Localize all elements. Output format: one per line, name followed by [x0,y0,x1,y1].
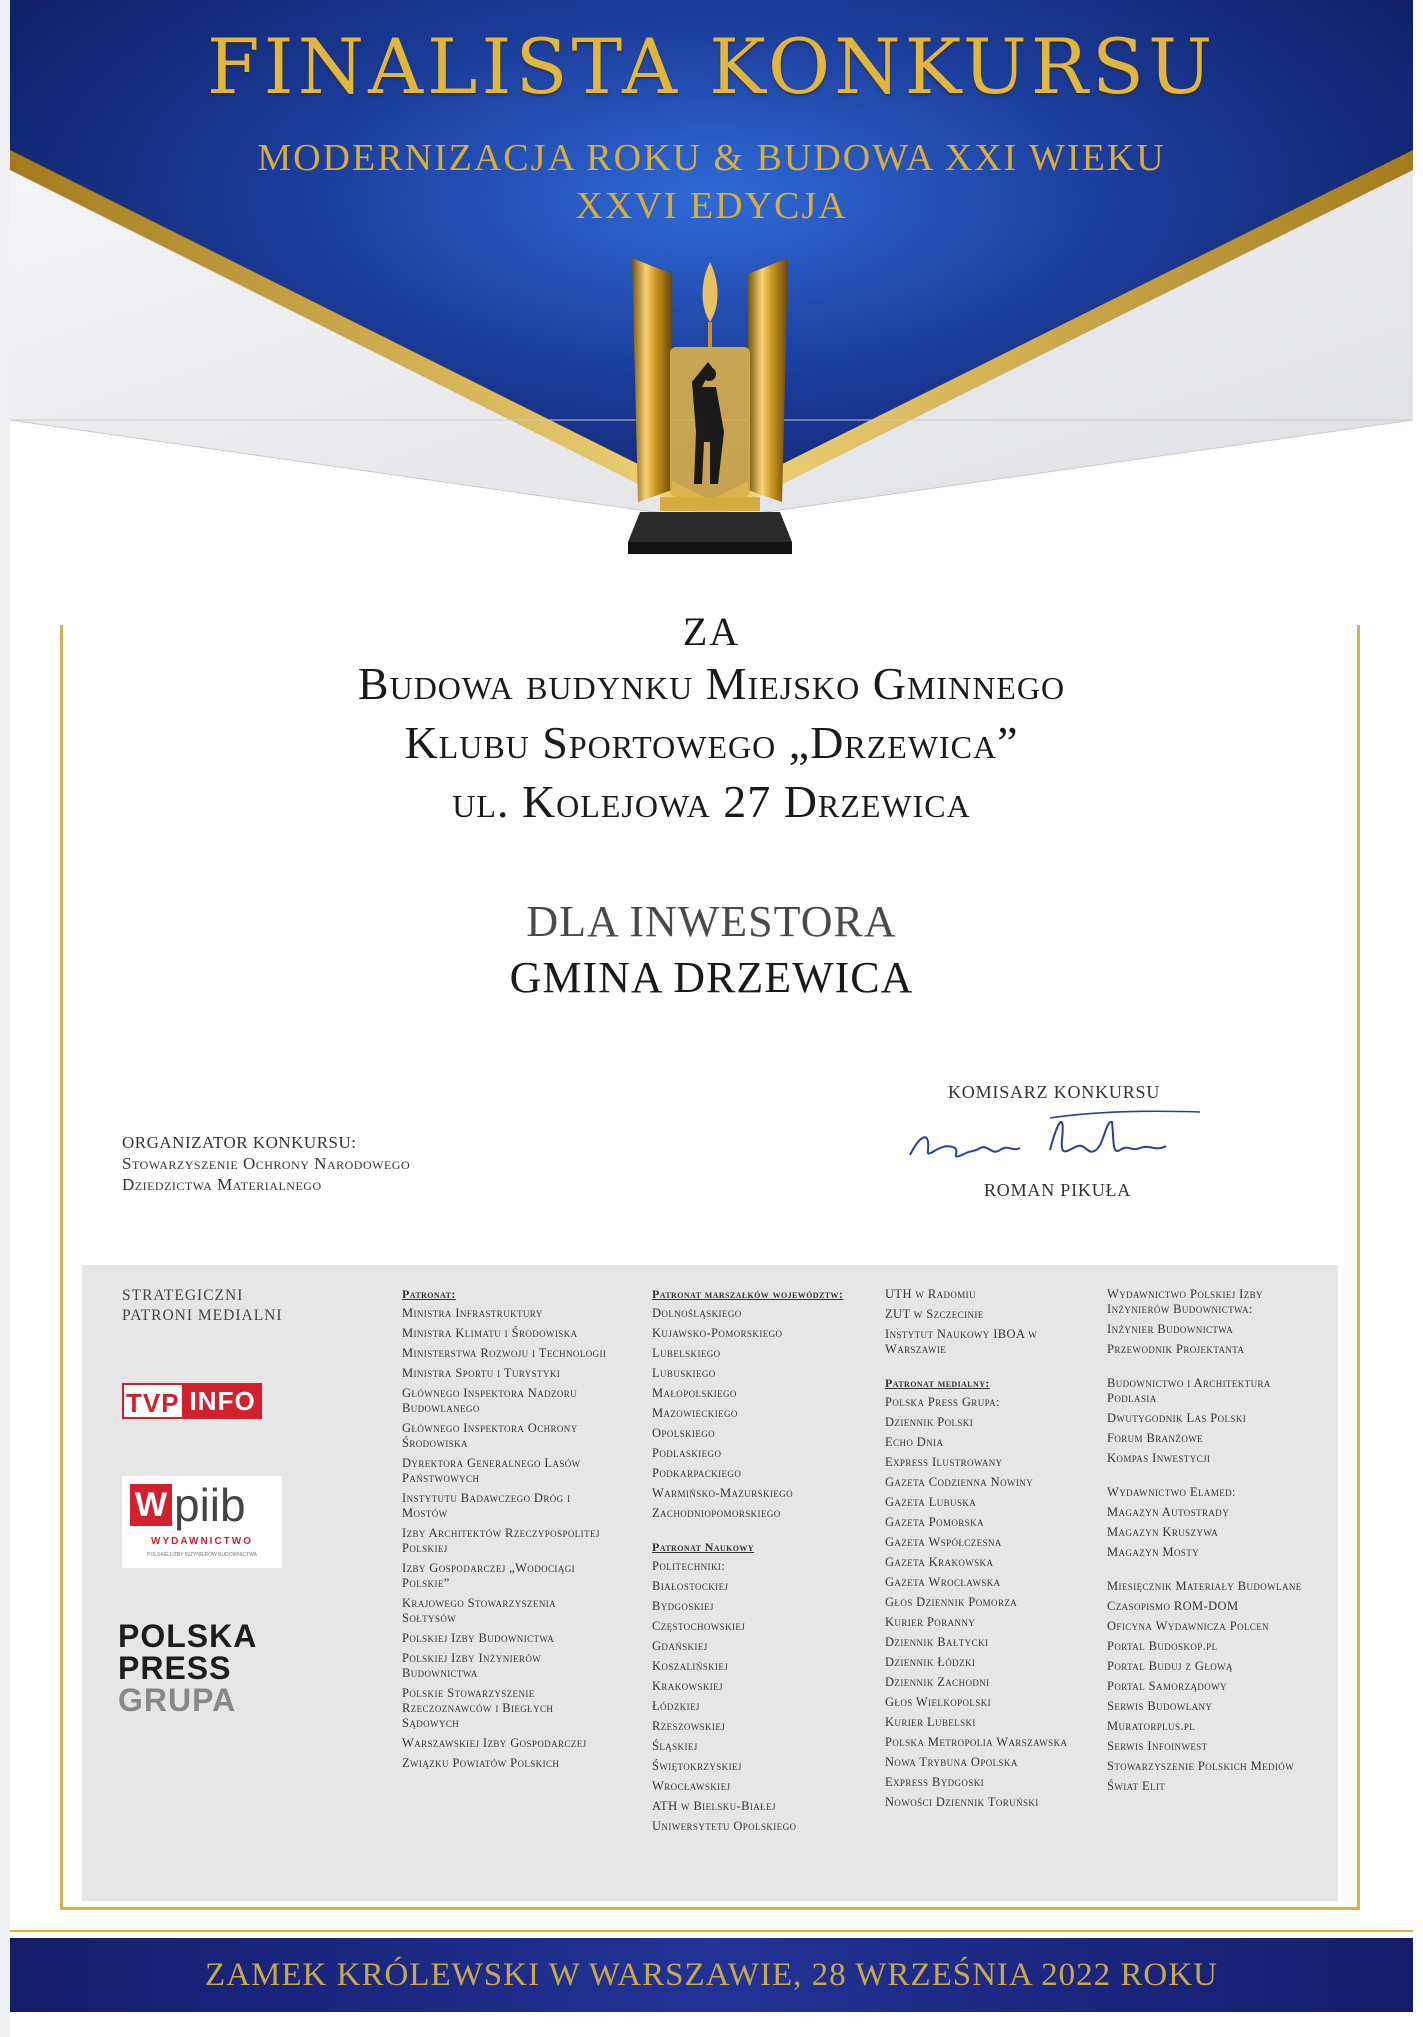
patrons-column-2 [652,1287,852,1839]
patron-item: Białostockiej [652,1579,729,1593]
patron-item: Kompas Inwestycji [1107,1451,1211,1465]
patron-item: UTH w Radomiu [885,1287,976,1301]
patron-item: Warmińsko-Mazurskiego [652,1486,793,1500]
patron-item: Miesięcznik Materiały Budowlane [1107,1579,1302,1593]
scan-edge [0,0,10,2037]
patron-item: Gazeta Krakowska [885,1555,994,1569]
patron-item: Nowości Dziennik Toruński [885,1795,1039,1809]
patron-item: Uniwersytetu Opolskiego [652,1819,797,1833]
patron-item: Ministra Infrastruktury [402,1306,543,1320]
organizer-block [122,1132,410,1195]
patron-item: Dziennik Bałtycki [885,1635,989,1649]
patron-item: Dziennik Polski [885,1415,974,1429]
patron-item: Wydawnictwo Elamed: [1107,1485,1236,1499]
patron-item: Częstochowskiej [652,1619,746,1633]
patron-item: Świat Elit [1107,1779,1166,1793]
patron-item: Izby Gospodarczej „Wodociągi Polskie” [402,1561,575,1590]
patron-item: ZUT w Szczecinie [885,1307,984,1321]
patron-item: Echo Dnia [885,1435,944,1449]
patron-item: Nowa Trybuna Opolska [885,1755,1018,1769]
wpiib-subtitle: WYDAWNICTWO [151,1536,253,1547]
patron-item: Rzeszowskiej [652,1719,726,1733]
patron-item: Ministra Klimatu i Środowiska [402,1326,578,1340]
contest-subtitle: MODERNIZACJA ROKU & BUDOWA XXI WIEKU [257,137,1166,179]
patron-item: Wydawnictwo Polskiej Izby Inżynierów Budownictwa: [1107,1287,1263,1316]
patron-item: Mazowieckiego [652,1406,738,1420]
patron-item: Muratorplus.pl [1107,1719,1196,1733]
patron-item: Krakowskiej [652,1679,723,1693]
patron-item: Magazyn Autostrady [1107,1505,1230,1519]
patron-item: Bydgoskiej [652,1599,714,1613]
patron-item: Gazeta Codzienna Nowiny [885,1475,1034,1489]
patron-item: Portal Buduj z Głową [1107,1659,1233,1673]
wpiib-mark: W [130,1484,172,1526]
organizer-line-1: Stowarzyszenie Ochrony Narodowego [122,1154,411,1173]
footer-gold-line [10,1930,1413,1932]
patron-item: Gazeta Współczesna [885,1535,1002,1549]
patron-item: Ministra Sportu i Turystyki [402,1366,561,1380]
patron-item: Instytut Naukowy IBOA w Warszawie [885,1327,1038,1356]
patron-item: Stowarzyszenie Polskich Mediów [1107,1759,1295,1773]
commissioner-label: KOMISARZ KONKURSU [948,1082,1161,1102]
patron-item: Związku Powiatów Polskich [402,1756,560,1770]
patron-item: Małopolskiego [652,1386,737,1400]
patron-item: Inżynier Budownictwa [1107,1322,1234,1336]
patron-item: Śląskiej [652,1739,698,1753]
patron-item: Dziennik Łódzki [885,1655,976,1669]
patrons-col2-header-1: Patronat marszałków województw: [652,1287,844,1301]
ppg-line-1: POLSKA [118,1618,258,1654]
list-spacer [1107,1471,1322,1485]
patrons-column-4 [1107,1287,1322,1799]
patron-item: Kurier Lubelski [885,1715,976,1729]
patrons-col1-header: Patronat: [402,1287,456,1301]
patron-item: Polska Metropolia Warszawska [885,1735,1068,1749]
strategic-label-line-2: PATRONI MEDIALNI [122,1307,283,1324]
tvp-logo-text: TVP [122,1383,184,1419]
investor-label: DLA INWESTORA [526,897,897,946]
patron-item: Oficyna Wydawnicza Polcen [1107,1619,1270,1633]
ppg-line-2: PRESS [118,1650,232,1686]
patron-item: Gazeta Wrocławska [885,1575,1001,1589]
patron-item: Podkarpackiego [652,1466,742,1480]
patron-item: Głównego Inspektora Nadzoru Budowlanego [402,1386,578,1415]
patron-item: Lubelskiego [652,1346,721,1360]
patron-item: Polskiej Izby Budownictwa [402,1631,555,1645]
patron-item: Politechniki: [652,1559,726,1573]
tvp-info-logo [122,1383,262,1419]
patron-item: Warszawskiej Izby Gospodarczej [402,1736,587,1750]
patron-item: Łódzkiej [652,1699,700,1713]
patron-item: Polska Press Grupa: [885,1395,1000,1409]
patron-item: Gdańskiej [652,1639,708,1653]
patron-item: Głos Wielkopolski [885,1695,992,1709]
patron-item: Głos Dziennik Pomorza [885,1595,1018,1609]
footer-venue-date: ZAMEK KRÓLEWSKI W WARSZAWIE, 28 WRZEŚNIA 2022 ROKU [205,1957,1218,1993]
commissioner-name: ROMAN PIKUŁA [984,1180,1132,1200]
award-for-label: ZA [682,609,741,654]
patron-item: Czasopismo ROM-DOM [1107,1599,1239,1613]
signature [900,1100,1230,1180]
patron-item: Gazeta Pomorska [885,1515,984,1529]
patron-item: Lubuskiego [652,1366,716,1380]
patron-item: Serwis Budowlany [1107,1699,1213,1713]
patron-item: Ministerstwa Rozwoju i Technologii [402,1346,607,1360]
patrons-col2-header-2: Patronat Naukowy [652,1540,754,1554]
patron-item: Magazyn Mosty [1107,1545,1200,1559]
certificate-title: FINALISTA KONKURSU [206,22,1217,111]
patron-item: Kujawsko-Pomorskiego [652,1326,783,1340]
patron-item: Portal Samorządowy [1107,1679,1227,1693]
project-title-line-1: Budowa budynku Miejsko Gminnego [357,658,1066,709]
patrons-column-3 [885,1287,1095,1815]
organizer-label: ORGANIZATOR KONKURSU: [122,1133,357,1152]
patron-item: Koszalińskiej [652,1659,729,1673]
ppg-line-3: GRUPA [118,1682,237,1718]
patron-item: Opolskiego [652,1426,716,1440]
project-title-line-2: Klubu Sportowego „Drzewica” [404,717,1019,768]
patron-item: Gazeta Lubuska [885,1495,977,1509]
patron-item: Kurier Poranny [885,1615,976,1629]
patron-item: Krajowego Stowarzyszenia Sołtysów [402,1596,557,1625]
patrons-col3-header-2: Patronat medialny: [885,1376,990,1390]
patron-item: Polskie Stowarzyszenie Rzeczoznawców i Biegłych Sądowych [402,1686,554,1730]
patron-item: Serwis Infoinwest [1107,1739,1208,1753]
wpiib-text: piib [174,1479,246,1531]
organizer-line-2: Dziedzictwa Materialnego [122,1175,322,1194]
patron-item: Zachodniopomorskiego [652,1506,781,1520]
patron-item: ATH w Bielsku-Białej [652,1799,776,1813]
patron-item: Dziennik Zachodni [885,1675,990,1689]
patrons-column-1 [402,1287,607,1776]
strategic-media-label [122,1286,283,1326]
patron-item: Polskiej Izby Inżynierów Budownictwa [402,1651,542,1680]
patron-item: Forum Branżowe [1107,1431,1204,1445]
patron-item: Instytutu Badawczego Dróg i Mostów [402,1491,571,1520]
wpiib-subtitle-small: POLSKIEJ IZBY INŻYNIERÓW BUDOWNICTWA [147,1552,257,1558]
trophy-icon [620,252,800,572]
patron-item: Dwutygodnik Las Polski [1107,1411,1247,1425]
patron-item: Magazyn Kruszywa [1107,1525,1219,1539]
patron-item: Dolnośląskiego [652,1306,742,1320]
list-spacer [1107,1362,1322,1376]
patron-item: Dyrektora Generalnego Lasów Państwowych [402,1456,581,1485]
strategic-label-line-1: STRATEGICZNI [122,1287,244,1304]
patron-item: Głównego Inspektora Ochrony Środowiska [402,1421,578,1450]
patron-item: Budownictwo i Architektura Podlasia [1107,1376,1271,1405]
project-address: ul. Kolejowa 27 Drzewica [452,776,971,827]
info-logo-text: INFO [184,1383,262,1419]
patron-item: Podlaskiego [652,1446,722,1460]
patron-item: Wrocławskiej [652,1779,731,1793]
patron-item: Express Ilustrowany [885,1455,1003,1469]
patron-item: Express Bydgoski [885,1775,985,1789]
edition-label: XXVI EDYCJA [575,185,848,227]
polska-press-grupa-logo [118,1620,257,1716]
patron-item: Portal Budoskop.pl [1107,1639,1218,1653]
list-spacer [1107,1565,1322,1579]
patron-item: Świętokrzyskiej [652,1759,742,1773]
wpiib-logo [122,1476,282,1568]
patron-item: Izby Architektów Rzeczypospolitej Polskiej [402,1526,600,1555]
patron-item: Przewodnik Projektanta [1107,1342,1245,1356]
investor-name: GMINA DRZEWICA [509,953,914,1002]
